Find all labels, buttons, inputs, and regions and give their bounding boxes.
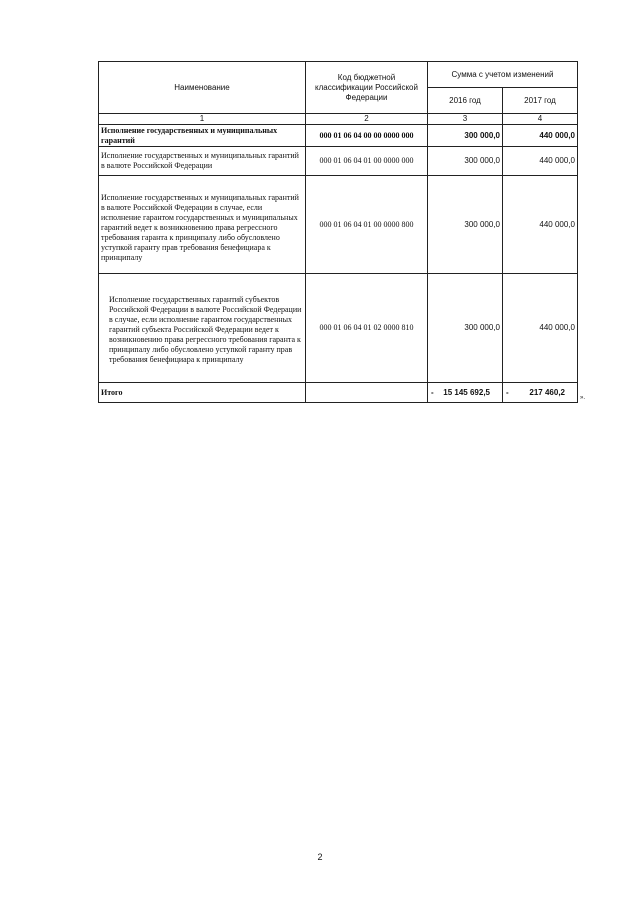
page-number: 2 [317, 852, 323, 862]
header-name: Наименование [99, 62, 306, 114]
total-row [99, 383, 578, 403]
row-value-2017: 440 000,0 [503, 147, 578, 176]
total-value-2017-cell [503, 383, 578, 403]
budget-table [98, 61, 578, 403]
column-number: 3 [428, 114, 503, 125]
table-row [99, 147, 578, 176]
column-number: 2 [306, 114, 428, 125]
row-value-2017: 440 000,0 [503, 274, 578, 383]
total-value-2016: 15 145 692,5 [443, 387, 490, 397]
total-sign-2017: - [506, 387, 509, 397]
total-label: Итого [99, 383, 306, 403]
row-code: 000 01 06 04 01 00 0000 800 [306, 176, 428, 274]
header-code: Код бюджетной классификации Российской Федерации [306, 62, 428, 114]
row-name: Исполнение государственных и муниципальных гарантий в валюте Российской Федерации [99, 147, 306, 176]
total-value-2017: 217 460,2 [529, 387, 565, 397]
table-row [99, 176, 578, 274]
row-value-2017: 440 000,0 [503, 125, 578, 147]
row-value-2016: 300 000,0 [428, 147, 503, 176]
header-year-2016: 2016 год [428, 88, 503, 114]
column-number: 4 [503, 114, 578, 125]
closing-quote-mark: ». [580, 395, 586, 401]
header-row-1 [99, 62, 578, 88]
row-value-2016: 300 000,0 [428, 176, 503, 274]
table-row [99, 125, 578, 147]
row-value-2016: 300 000,0 [428, 125, 503, 147]
row-name: Исполнение государственных и муниципальных гарантий в валюте Российской Федерации в случае, если исполнение гарантом государственных и муниципальных гарантий ведет к возникновению права регрессного требования гаранта к принципалу либо обусловлено уступкой гаранту прав требования бенефициара к принципалу [99, 176, 306, 274]
row-code: 000 01 06 04 01 02 0000 810 [306, 274, 428, 383]
row-value-2017: 440 000,0 [503, 176, 578, 274]
column-number: 1 [99, 114, 306, 125]
total-value-2016-cell [428, 383, 503, 403]
total-code [306, 383, 428, 403]
header-year-2017: 2017 год [503, 88, 578, 114]
row-name: Исполнение государственных гарантий субъектов Российской Федерации в валюте Российской Федерации в случае, если исполнение гарантом государственных гарантий субъекта Российской Федерации ведет к возникновению права регрессного требования гаранта к принципалу либо обусловлено уступкой гаранту прав требования бенефициара к принципалу [99, 274, 306, 383]
column-number-row [99, 114, 578, 125]
row-code: 000 01 06 04 00 00 0000 000 [306, 125, 428, 147]
header-sum-group: Сумма с учетом изменений [428, 62, 578, 88]
row-name: Исполнение государственных и муниципальных гарантий [99, 125, 306, 147]
table-row [99, 274, 578, 383]
row-code: 000 01 06 04 01 00 0000 000 [306, 147, 428, 176]
total-sign-2016: - [431, 387, 434, 397]
row-value-2016: 300 000,0 [428, 274, 503, 383]
